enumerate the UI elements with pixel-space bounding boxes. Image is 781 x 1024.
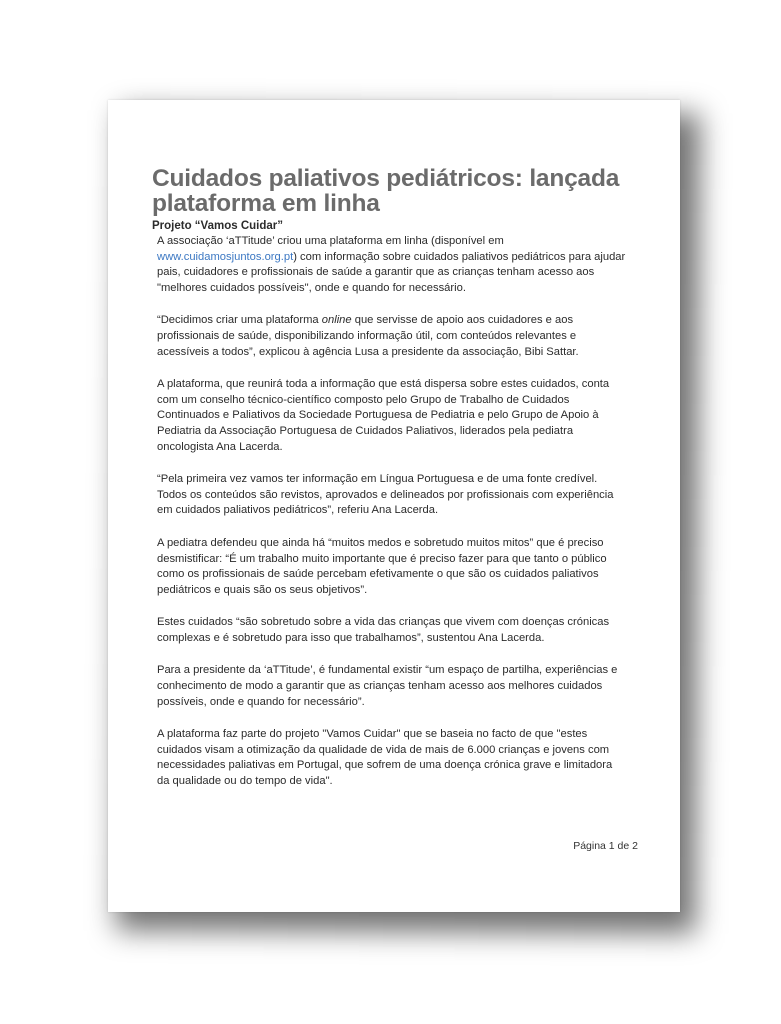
article-subtitle: Projeto “Vamos Cuidar” [152,220,284,232]
website-link[interactable]: www.cuidamosjuntos.org.pt [157,250,294,263]
paragraph-5: A pediatra defendeu que ainda há “muitos medos e sobretudo muitos mitos” que é preciso desmistificar: “É um trabalho muito importante que é preciso fazer para que tanto o público como os profissionais de saúde percebam efetivamente o que são os cuidados paliativos pediátricos e quais são os seus objetivos”. [157,536,607,596]
page-number: Página 1 de 2 [573,840,638,852]
paragraph-1 [157,234,627,296]
article-title: Cuidados paliativos pediátricos: lançada plataforma em linha [152,165,620,217]
paragraph-3: A plataforma, que reunirá toda a informação que está dispersa sobre estes cuidados, conta com um conselho técnico-científico composto pelo Grupo de Trabalho de Cuidados Continuados e Paliativos da Sociedade Portuguesa de Pediatria e pelo Grupo de Apoio à Pediatria da Associação Portuguesa de Cuidados Paliativos, liderados pela pediatra oncologista Ana Lacerda. [157,378,610,453]
document-content [152,166,642,807]
paragraph-1-text-a: A associação ‘aTTitude’ criou uma plataforma em linha (disponível em [157,235,504,247]
paragraph-2-text-b: que servisse de apoio aos cuidadores e aos profissionais de saúde, disponibilizando informação útil, com conteúdos relevantes e acessíveis a todos”, explicou à agência Lusa a presidente da associação, Bibi Sattar. [157,314,579,358]
paragraph-4: “Pela primeira vez vamos ter informação em Língua Portuguesa e de uma fonte credível. Todos os conteúdos são revistos, aprovados e delineados por profissionais com experiência em cuidados paliativos pediátricos”, referiu Ana Lacerda. [157,473,614,517]
paragraph-2-emphasis: online [321,314,352,327]
paragraph-2-text-a: “Decidimos criar uma plataforma [157,314,322,327]
paragraph-8: A plataforma faz parte do projeto "Vamos Cuidar" que se baseia no facto de que "estes cuidados visam a otimização da qualidade de vida de mais de 6.000 crianças e jovens com necessidades paliativas em Portugal, que sofrem de uma doença crónica grave e limitadora da qualidade ou do tempo de vida". [157,728,613,788]
paragraph-1-text-b: ) com informação sobre cuidados paliativos pediátricos para ajudar pais, cuidadores e profissionais de saúde a garantir que as crianças tenham acesso aos "melhores cuidados possíveis", onde e quando for necessário. [157,250,626,294]
paragraph-7: Para a presidente da ‘aTTitude’, é fundamental existir “um espaço de partilha, experiências e conhecimento de modo a garantir que as crianças tenham acesso aos melhores cuidados possíveis, onde e quando for necessário”. [157,664,618,708]
paragraph-2 [157,313,627,360]
article-body [157,234,627,790]
paragraph-6: Estes cuidados “são sobretudo sobre a vida das crianças que vivem com doenças crónicas complexas e é sobretudo para isso que trabalhamos”, sustentou Ana Lacerda. [157,616,610,644]
document-page [108,100,680,912]
